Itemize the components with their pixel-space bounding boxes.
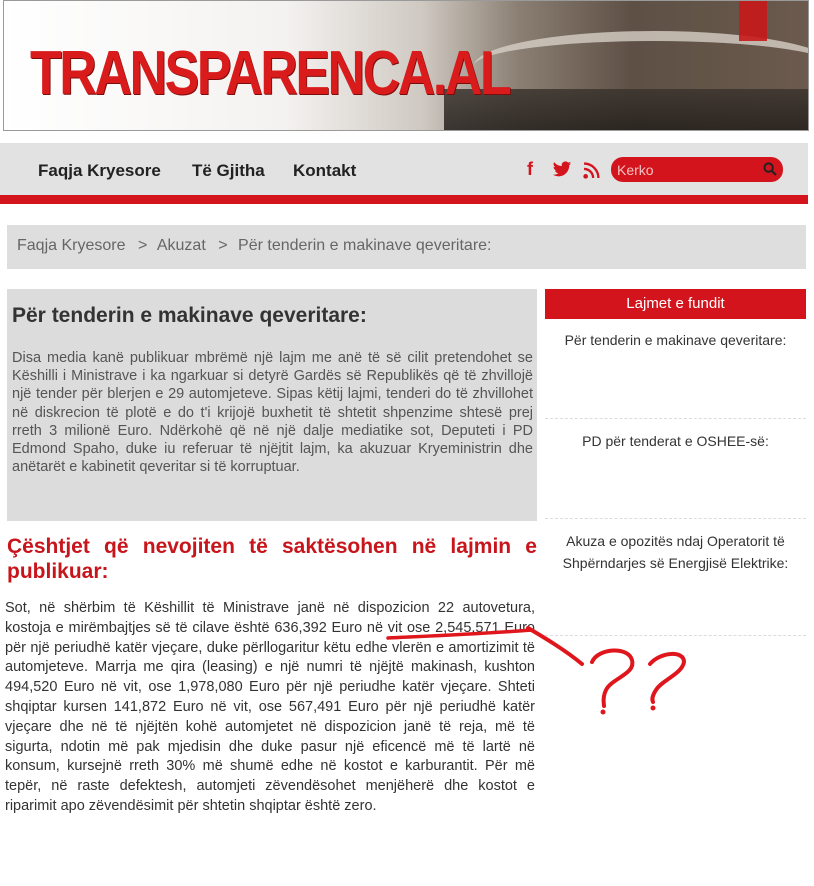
nav-contact[interactable]: Kontakt	[293, 161, 357, 180]
question-dot-1	[601, 710, 606, 715]
banner-flag	[739, 1, 767, 41]
article-subheading: Çështjet që nevojiten të saktësohen në lajmin e publikuar:	[7, 535, 537, 583]
twitter-icon[interactable]	[552, 161, 572, 183]
nav-all[interactable]: Të Gjitha	[192, 161, 265, 180]
site-logo[interactable]: TRANSPARENCA.AL	[30, 39, 510, 108]
facebook-icon[interactable]: f	[527, 159, 533, 179]
rss-icon[interactable]	[583, 162, 600, 184]
search-box	[611, 157, 783, 182]
breadcrumb-separator: >	[218, 237, 228, 254]
breadcrumb-home[interactable]: Faqja Kryesore	[17, 237, 126, 254]
question-mark-1	[592, 650, 632, 706]
search-icon[interactable]	[763, 162, 777, 176]
header-banner[interactable]	[3, 0, 809, 131]
sidebar-divider	[545, 518, 806, 519]
sidebar-divider	[545, 635, 806, 636]
search-input[interactable]	[617, 159, 757, 180]
article-lead-box	[7, 289, 537, 521]
nav-red-stripe	[0, 195, 808, 204]
nav-home[interactable]: Faqja Kryesore	[38, 161, 161, 180]
question-mark-2	[650, 654, 684, 702]
sidebar-news-item[interactable]: Akuza e opozitës ndaj Operatorit të Shpërndarjes së Energjisë Elektrike:	[562, 533, 789, 571]
article-title: Për tenderin e makinave qeveritare:	[12, 304, 367, 327]
breadcrumb	[7, 225, 806, 269]
sidebar-news-item[interactable]: PD për tenderat e OSHEE-së:	[582, 433, 769, 449]
breadcrumb-category[interactable]: Akuzat	[156, 237, 206, 254]
sidebar-divider	[545, 418, 806, 419]
breadcrumb-current: Për tenderin e makinave qeveritare:	[238, 237, 492, 254]
sidebar-title: Lajmet e fundit	[545, 289, 806, 319]
sidebar-news-item[interactable]: Për tenderin e makinave qeveritare:	[564, 332, 787, 348]
annotation-arrow	[528, 628, 582, 664]
article-body: Sot, në shërbim të Këshillit të Ministrave janë në dispozicion 22 autovetura, kostoja e mirëmbajtjes së të cilave është 636,392 Euro në vit ose 2,545,571 Euro për një periudhë katër vjeçare, duke përllogaritur këtu edhe vlerën e amortizimit të automjeteve. Marrja me qira (leasing) e një numri të njëjtë makinash, kushton 494,520 Euro në vit, ose 1,978,080 Euro për një periudhe katër vjeçare. Shteti shqiptar kursen 141,872 Euro në vit, ose 567,491 Euro për një periudhë katër vjeçare dhe në të njëjtën kohë automjetet në dispozicion janë të reja, më të sigurta, ndotin më pak mjedisin dhe duke pasur një eficencë më të lartë në konsum, kursejnë rreth 30% më shumë edhe në kostot e karburantit. Për më tepër, në raste defektesh, automjeti zëvendësohet menjëherë dhe kostot e riparimit apo zëvendësimit për shtetin shqiptar është zero.	[5, 600, 535, 814]
breadcrumb-separator: >	[137, 237, 148, 254]
article-lead-text: Disa media kanë publikuar mbrëmë një lajm me anë të së cilit pretendohet se Këshilli i Ministrave i ka ngarkuar si detyrë Gardës së Republikës që të zhvillojë një tender për blerjen e 29 automjeteve. Sipas këtij lajmi, tenderi do të zhvillohet në diskrecion të plotë e do t'i krijojë buxhetit të shtetit shpenzime shtesë prej rreth 3 milionë Euro. Ndërkohë që në një dalje mediatike sot, Deputeti i PD Edmond Spaho, duke iu referuar të njëjtit lajm, ka akuzuar Kryeministrin dhe anëtarët e kabinetit qeveritar si të korruptuar.	[12, 350, 533, 476]
question-dot-2	[651, 706, 656, 711]
